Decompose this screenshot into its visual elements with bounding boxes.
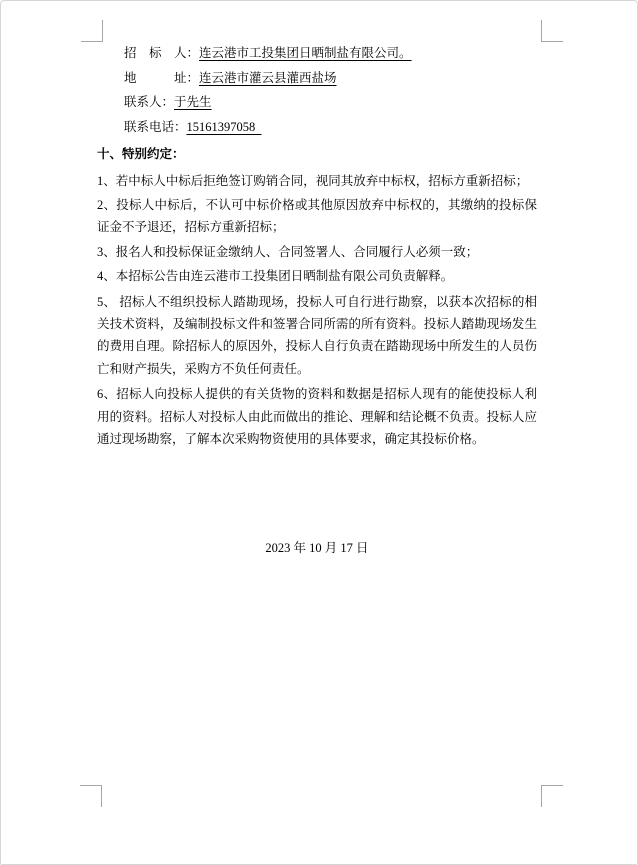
clause-paragraph-6: 6、招标人向投标人提供的有关货物的资料和数据是招标人现有的能使投标人利用的资料。招标人对投标人由此而做出的推论、理解和结论概不负责。投标人应通过现场勘察，了解本次采购物资使用的具体要求，确定其投标价格。: [97, 387, 537, 446]
contact-value: 于先生: [174, 95, 212, 110]
clause-paragraph-3: 3、报名人和投标保证金缴纳人、合同签署人、合同履行人必须一致；: [97, 244, 479, 259]
contact-value: 15161397058: [186, 120, 262, 135]
contact-value: 连云港市工投集团日晒制盐有限公司。: [199, 46, 412, 60]
text-boundary-mark-bottom-right: [541, 785, 563, 807]
document-date: 2023 年 10 月 17 日: [265, 541, 369, 556]
text-boundary-mark-top-right: [541, 20, 563, 42]
clause-paragraph-2: 2、投标人中标后，不认可中标价格或其他原因放弃中标权的，其缴纳的投标保证金不予退还，招标方重新招标；: [97, 197, 537, 235]
clause-paragraph-5: 5、 招标人不组织投标人踏勘现场，投标人可自行进行勘察，以获本次招标的相关技术资料，及编制投标文件和签署合同所需的所有资料。投标人踏勘现场发生的费用自理。除招标人的原因外，投标人自行负责在踏勘现场中所发生的人员伤亡和财产损失，采购方不负任何责任。: [97, 294, 537, 376]
text-boundary-mark-top-left: [81, 20, 103, 42]
contact-line-address: [124, 66, 537, 91]
contact-line-person: [124, 90, 537, 115]
contact-line-bidder: [124, 41, 537, 66]
contact-label: 联系人：: [124, 95, 175, 110]
contact-label: 地 址：: [124, 70, 200, 85]
section-heading: 十、特别约定：: [97, 146, 185, 161]
contact-value: 连云港市灌云县灌西盐场: [199, 70, 337, 85]
contact-line-phone: [124, 115, 537, 140]
contact-label: 联系电话：: [124, 120, 187, 135]
clause-paragraph-4: 4、本招标公告由连云港市工投集团日晒制盐有限公司负责解释。: [97, 269, 454, 284]
clause-paragraph-1: 1、若中标人中标后拒绝签订购销合同，视同其放弃中标权，招标方重新招标；: [97, 173, 529, 188]
document-body: [97, 41, 537, 560]
text-boundary-mark-bottom-left: [80, 785, 102, 807]
contact-block: [97, 41, 537, 140]
contact-label: 招 标 人：: [124, 46, 200, 60]
